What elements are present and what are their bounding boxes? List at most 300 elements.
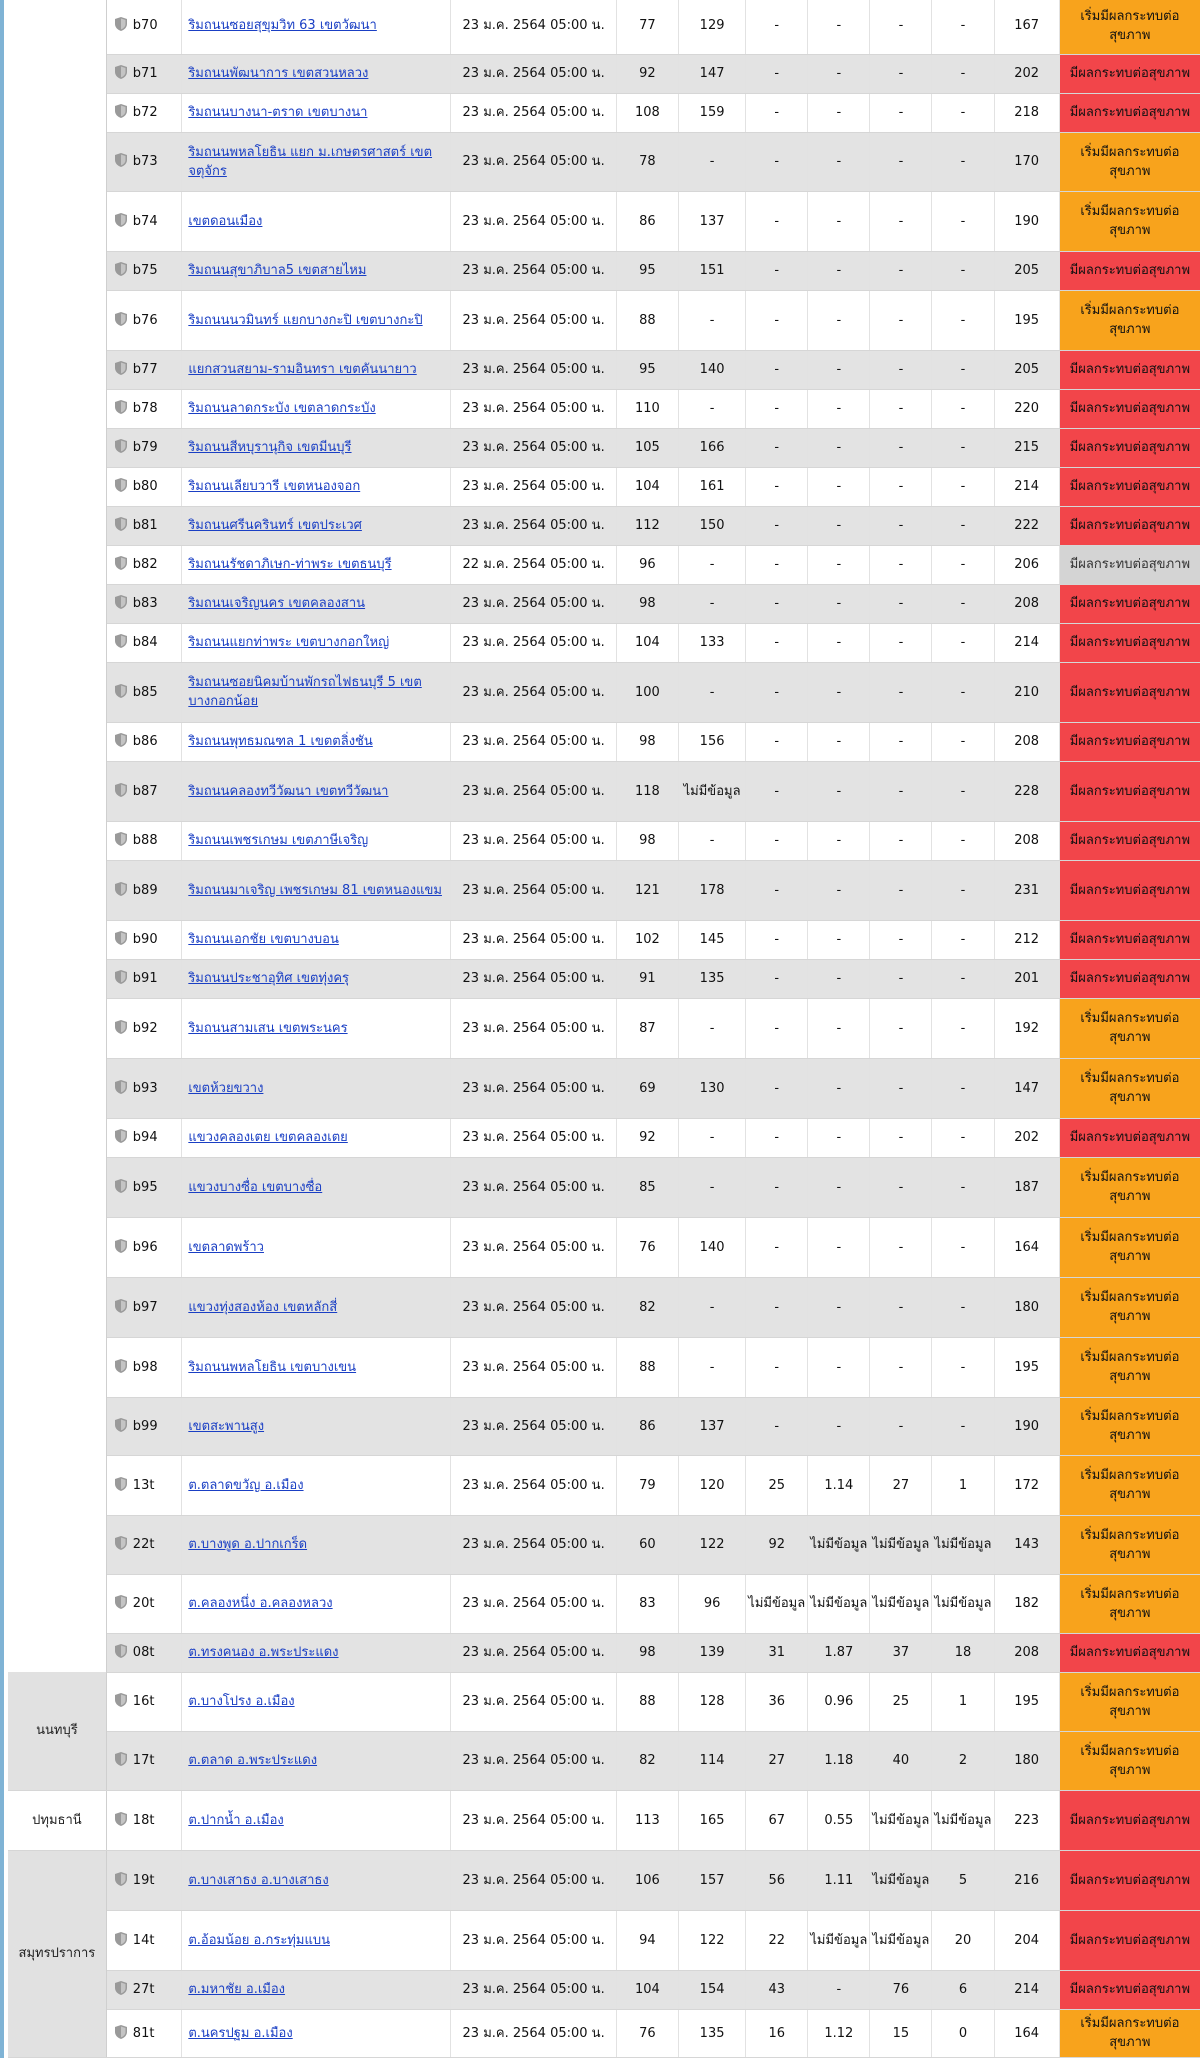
value-cell: - <box>678 389 745 428</box>
station-code-text: 20t <box>132 1596 155 1611</box>
station-link[interactable]: ต.มหาชัย อ.เมือง <box>188 1982 286 1997</box>
station-location <box>182 821 451 860</box>
value-cell: - <box>932 722 994 761</box>
aqi-value: 208 <box>994 722 1059 761</box>
aqi-value: 147 <box>994 1058 1059 1118</box>
station-location <box>182 251 451 290</box>
aqi-value: 170 <box>994 132 1059 191</box>
measure-time: 23 ม.ค. 2564 05:00 น. <box>451 1910 617 1970</box>
station-location <box>182 860 451 920</box>
value-cell: - <box>808 1157 870 1217</box>
shield-icon <box>115 1812 127 1826</box>
value-cell: - <box>870 821 932 860</box>
value-cell: 1 <box>932 1672 994 1731</box>
value-cell: - <box>870 959 932 998</box>
table-row <box>8 1118 1200 1157</box>
value-cell: 156 <box>678 722 745 761</box>
value-cell: 40 <box>870 1731 932 1790</box>
aqi-value: 164 <box>994 2009 1059 2057</box>
status-badge: มีผลกระทบต่อสุขภาพ <box>1059 1790 1200 1850</box>
province-cell <box>8 0 106 1672</box>
station-code-text: b72 <box>132 105 158 120</box>
station-link[interactable]: ต.ปากน้ำ อ.เมือง <box>188 1812 284 1828</box>
station-link[interactable]: แยกสวนสยาม-รามอินทรา เขตคันนายาว <box>188 362 417 377</box>
station-code <box>106 1118 182 1157</box>
status-badge: เริ่มมีผลกระทบต่อสุขภาพ <box>1059 1217 1200 1277</box>
station-link[interactable]: ริมถนนพหลโยธิน แยก ม.เกษตรศาสตร์ เขตจตุจักร <box>188 144 433 179</box>
value-cell: - <box>808 54 870 93</box>
value-cell: - <box>870 93 932 132</box>
station-link[interactable]: ริมถนนแยกท่าพระ เขตบางกอกใหญ่ <box>188 635 390 650</box>
station-link[interactable]: ริมถนนเลียบวารี เขตหนองจอก <box>188 479 361 494</box>
station-link[interactable]: ต.บางพูด อ.ปากเกร็ด <box>188 1537 308 1552</box>
table-row <box>8 1910 1200 1970</box>
station-code-text: 13t <box>132 1477 155 1493</box>
station-link[interactable]: ต.ตลาดขวัญ อ.เมือง <box>188 1477 304 1493</box>
station-link[interactable]: เขตดอนเมือง <box>188 213 263 229</box>
table-row <box>8 290 1200 350</box>
value-cell: 98 <box>616 821 678 860</box>
station-link[interactable]: ริมถนนสุขาภิบาล5 เขตสายไหม <box>188 263 367 278</box>
status-badge: มีผลกระทบต่อสุขภาพ <box>1059 722 1200 761</box>
station-code-text: b98 <box>132 1359 158 1375</box>
status-badge: มีผลกระทบต่อสุขภาพ <box>1059 1633 1200 1672</box>
station-link[interactable]: ริมถนนมาเจริญ เพชรเกษม 81 เขตหนองแขม <box>188 882 442 898</box>
value-cell: - <box>870 998 932 1058</box>
value-cell: 112 <box>616 506 678 545</box>
value-cell: - <box>870 545 932 584</box>
station-link[interactable]: แขวงทุ่งสองห้อง เขตหลักสี่ <box>188 1299 338 1315</box>
station-code <box>106 1277 182 1337</box>
station-code-text: b92 <box>132 1020 158 1036</box>
station-link[interactable]: เขตลาดพร้าว <box>188 1239 264 1255</box>
aqi-value: 187 <box>994 1157 1059 1217</box>
aqi-value: 180 <box>994 1277 1059 1337</box>
value-cell: 86 <box>616 191 678 251</box>
value-cell: 67 <box>746 1790 808 1850</box>
status-badge: มีผลกระทบต่อสุขภาพ <box>1059 545 1200 584</box>
aqi-value: 222 <box>994 506 1059 545</box>
measure-time: 23 ม.ค. 2564 05:00 น. <box>451 2009 617 2057</box>
value-cell: 56 <box>746 1850 808 1910</box>
value-cell: - <box>746 584 808 623</box>
value-cell: - <box>932 584 994 623</box>
value-cell: - <box>808 998 870 1058</box>
value-cell: ไม่มีข้อมูล <box>870 1574 932 1633</box>
value-cell: 37 <box>870 1633 932 1672</box>
station-location <box>182 1970 451 2009</box>
station-location <box>182 191 451 251</box>
value-cell: - <box>808 860 870 920</box>
status-badge: มีผลกระทบต่อสุขภาพ <box>1059 467 1200 506</box>
table-row <box>8 584 1200 623</box>
station-code <box>106 1217 182 1277</box>
value-cell: ไม่มีข้อมูล <box>808 1574 870 1633</box>
value-cell: ไม่มีข้อมูล <box>746 1574 808 1633</box>
value-cell: - <box>932 506 994 545</box>
value-cell: - <box>746 467 808 506</box>
station-code <box>106 920 182 959</box>
station-location <box>182 761 451 821</box>
table-row <box>8 1574 1200 1633</box>
aqi-value: 202 <box>994 54 1059 93</box>
value-cell: - <box>808 132 870 191</box>
station-code <box>106 623 182 662</box>
measure-time: 23 ม.ค. 2564 05:00 น. <box>451 1277 617 1337</box>
station-link[interactable]: ต.อ้อมน้อย อ.กระทุ่มแบน <box>188 1932 330 1948</box>
value-cell: - <box>678 545 745 584</box>
station-link[interactable]: ริมถนนพัฒนาการ เขตสวนหลวง <box>188 66 369 81</box>
value-cell: 108 <box>616 93 678 132</box>
measure-time: 23 ม.ค. 2564 05:00 น. <box>451 1337 617 1397</box>
station-location <box>182 722 451 761</box>
province-cell: ปทุมธานี <box>8 1790 106 1850</box>
status-badge: เริ่มมีผลกระทบต่อสุขภาพ <box>1059 1455 1200 1515</box>
table-row <box>8 1337 1200 1397</box>
value-cell: 154 <box>678 1970 745 2009</box>
value-cell: - <box>808 191 870 251</box>
station-location <box>182 545 451 584</box>
value-cell: 157 <box>678 1850 745 1910</box>
value-cell: - <box>870 860 932 920</box>
station-code-text: b93 <box>132 1080 158 1096</box>
station-link[interactable]: ริมถนนซอยสุขุมวิท 63 เขตวัฒนา <box>188 18 377 34</box>
aqi-value: 208 <box>994 821 1059 860</box>
value-cell: 15 <box>870 2009 932 2057</box>
shield-icon <box>115 970 127 984</box>
value-cell: - <box>932 860 994 920</box>
shield-icon <box>115 1418 127 1432</box>
value-cell: 98 <box>616 722 678 761</box>
station-location <box>182 290 451 350</box>
value-cell: 113 <box>616 1790 678 1850</box>
shield-icon <box>115 783 127 797</box>
station-link[interactable]: เขตสะพานสูง <box>188 1418 265 1434</box>
value-cell: - <box>678 1157 745 1217</box>
value-cell: 0 <box>932 2009 994 2057</box>
value-cell: 165 <box>678 1790 745 1850</box>
station-code <box>106 290 182 350</box>
table-row <box>8 959 1200 998</box>
value-cell: 20 <box>932 1910 994 1970</box>
value-cell: 139 <box>678 1633 745 1672</box>
station-location <box>182 1118 451 1157</box>
value-cell: - <box>932 93 994 132</box>
value-cell: - <box>746 821 808 860</box>
value-cell: - <box>746 506 808 545</box>
station-link[interactable]: แขวงบางซื่อ เขตบางซื่อ <box>188 1179 323 1195</box>
value-cell: - <box>808 1277 870 1337</box>
station-location <box>182 1058 451 1118</box>
value-cell: - <box>808 428 870 467</box>
value-cell: - <box>932 1217 994 1277</box>
value-cell: - <box>746 389 808 428</box>
station-code-text: b87 <box>132 783 158 799</box>
status-badge: มีผลกระทบต่อสุขภาพ <box>1059 584 1200 623</box>
station-code-text: b78 <box>132 401 158 416</box>
measure-time: 23 ม.ค. 2564 05:00 น. <box>451 428 617 467</box>
left-border <box>0 0 4 2058</box>
station-link[interactable]: ริมถนนสามเสน เขตพระนคร <box>188 1020 348 1036</box>
shield-icon <box>115 361 127 375</box>
shield-icon <box>115 1129 127 1143</box>
station-link[interactable]: ริมถนนสีหบุรานุกิจ เขตมีนบุรี <box>188 440 352 455</box>
status-badge: เริ่มมีผลกระทบต่อสุขภาพ <box>1059 1731 1200 1790</box>
value-cell: 1.87 <box>808 1633 870 1672</box>
value-cell: - <box>808 506 870 545</box>
value-cell: 140 <box>678 1217 745 1277</box>
shield-icon <box>115 65 127 79</box>
shield-icon <box>115 1299 127 1313</box>
station-code <box>106 389 182 428</box>
value-cell: - <box>746 0 808 54</box>
value-cell: 43 <box>746 1970 808 2009</box>
station-code-text: b86 <box>132 734 158 749</box>
table-row <box>8 2009 1200 2057</box>
value-cell: - <box>746 959 808 998</box>
value-cell: - <box>870 506 932 545</box>
station-link[interactable]: เขตห้วยขวาง <box>188 1080 264 1096</box>
measure-time: 23 ม.ค. 2564 05:00 น. <box>451 860 617 920</box>
status-badge: มีผลกระทบต่อสุขภาพ <box>1059 506 1200 545</box>
value-cell: - <box>870 722 932 761</box>
station-code <box>106 1337 182 1397</box>
value-cell: 120 <box>678 1455 745 1515</box>
measure-time: 23 ม.ค. 2564 05:00 น. <box>451 662 617 722</box>
station-location <box>182 389 451 428</box>
value-cell: - <box>870 389 932 428</box>
station-code-text: 22t <box>132 1537 155 1552</box>
value-cell: - <box>932 623 994 662</box>
station-link[interactable]: ริมถนนพหลโยธิน เขตบางเขน <box>188 1359 357 1375</box>
station-link[interactable]: ต.บางโปรง อ.เมือง <box>188 1694 295 1709</box>
status-badge: มีผลกระทบต่อสุขภาพ <box>1059 1970 1200 2009</box>
value-cell: 76 <box>616 1217 678 1277</box>
value-cell: - <box>678 1337 745 1397</box>
value-cell: - <box>870 428 932 467</box>
aqi-value: 164 <box>994 1217 1059 1277</box>
station-code-text: b81 <box>132 518 158 533</box>
aqi-value: 195 <box>994 1337 1059 1397</box>
station-code <box>106 93 182 132</box>
station-link[interactable]: ริมถนนลาดกระบัง เขตลาดกระบัง <box>188 401 376 416</box>
aqi-value: 214 <box>994 1970 1059 2009</box>
station-link[interactable]: ริมถนนนวมินทร์ แยกบางกะปิ เขตบางกะปิ <box>188 312 423 328</box>
table-row <box>8 93 1200 132</box>
station-location <box>182 2009 451 2057</box>
station-location <box>182 1731 451 1790</box>
value-cell: - <box>870 1058 932 1118</box>
value-cell: 31 <box>746 1633 808 1672</box>
station-link[interactable]: ต.ตลาด อ.พระประแดง <box>188 1753 318 1768</box>
station-code <box>106 821 182 860</box>
aqi-value: 192 <box>994 998 1059 1058</box>
station-code <box>106 1574 182 1633</box>
status-badge: มีผลกระทบต่อสุขภาพ <box>1059 623 1200 662</box>
station-link[interactable]: ต.ทรงคนอง อ.พระประแดง <box>188 1645 339 1660</box>
value-cell: - <box>932 467 994 506</box>
measure-time: 23 ม.ค. 2564 05:00 น. <box>451 1574 617 1633</box>
aqi-value: 208 <box>994 1633 1059 1672</box>
table-row <box>8 251 1200 290</box>
shield-icon <box>115 153 127 167</box>
station-location <box>182 54 451 93</box>
value-cell: - <box>678 1118 745 1157</box>
table-row <box>8 389 1200 428</box>
station-code-text: b84 <box>132 635 158 650</box>
station-location <box>182 0 451 54</box>
station-code <box>106 1157 182 1217</box>
value-cell: 83 <box>616 1574 678 1633</box>
station-link[interactable]: ริมถนนเอกชัย เขตบางบอน <box>188 932 339 947</box>
value-cell: - <box>808 389 870 428</box>
value-cell: - <box>746 191 808 251</box>
station-code <box>106 191 182 251</box>
value-cell: - <box>808 722 870 761</box>
station-code <box>106 54 182 93</box>
value-cell: 95 <box>616 251 678 290</box>
value-cell: - <box>746 290 808 350</box>
value-cell: - <box>808 0 870 54</box>
station-link[interactable]: ต.นครปฐม อ.เมือง <box>188 2025 293 2041</box>
aqi-value: 210 <box>994 662 1059 722</box>
value-cell: - <box>678 290 745 350</box>
table-row <box>8 1515 1200 1574</box>
value-cell: 102 <box>616 920 678 959</box>
value-cell: 104 <box>616 467 678 506</box>
aqi-value: 223 <box>994 1790 1059 1850</box>
aqi-value: 205 <box>994 251 1059 290</box>
station-code <box>106 761 182 821</box>
province-cell: นนทบุรี <box>8 1672 106 1790</box>
value-cell: - <box>746 350 808 389</box>
status-badge: เริ่มมีผลกระทบต่อสุขภาพ <box>1059 1574 1200 1633</box>
station-code-text: b80 <box>132 479 158 494</box>
value-cell: 1.14 <box>808 1455 870 1515</box>
value-cell: - <box>678 584 745 623</box>
station-code <box>106 722 182 761</box>
measure-time: 23 ม.ค. 2564 05:00 น. <box>451 1633 617 1672</box>
status-badge: เริ่มมีผลกระทบต่อสุขภาพ <box>1059 1397 1200 1455</box>
station-link[interactable]: ริมถนนประชาอุทิศ เขตทุ่งครุ <box>188 971 349 986</box>
station-link[interactable]: ริมถนนเพชรเกษม เขตภาษีเจริญ <box>188 833 369 848</box>
measure-time: 23 ม.ค. 2564 05:00 น. <box>451 920 617 959</box>
measure-time: 23 ม.ค. 2564 05:00 น. <box>451 1397 617 1455</box>
value-cell: 86 <box>616 1397 678 1455</box>
station-link[interactable]: ริมถนนพุทธมณฑล 1 เขตตลิ่งชัน <box>188 734 373 749</box>
table-row <box>8 428 1200 467</box>
table-row <box>8 1970 1200 2009</box>
station-link[interactable]: ริมถนนรัชดาภิเษก-ท่าพระ เขตธนบุรี <box>188 557 392 572</box>
station-link[interactable]: ริมถนนศรีนครินทร์ เขตประเวศ <box>188 518 362 533</box>
value-cell: - <box>932 0 994 54</box>
measure-time: 23 ม.ค. 2564 05:00 น. <box>451 761 617 821</box>
value-cell: - <box>932 1277 994 1337</box>
station-code-text: b74 <box>132 213 158 229</box>
station-location <box>182 1217 451 1277</box>
measure-time: 23 ม.ค. 2564 05:00 น. <box>451 1157 617 1217</box>
value-cell: 94 <box>616 1910 678 1970</box>
station-code <box>106 1910 182 1970</box>
value-cell: - <box>808 1118 870 1157</box>
shield-icon <box>115 2025 127 2039</box>
station-code-text: b91 <box>132 971 158 986</box>
value-cell: - <box>870 1397 932 1455</box>
station-location <box>182 1790 451 1850</box>
value-cell: 150 <box>678 506 745 545</box>
value-cell: - <box>870 467 932 506</box>
status-badge: เริ่มมีผลกระทบต่อสุขภาพ <box>1059 1515 1200 1574</box>
status-badge: มีผลกระทบต่อสุขภาพ <box>1059 1910 1200 1970</box>
station-link[interactable]: แขวงคลองเตย เขตคลองเตย <box>188 1130 348 1145</box>
value-cell: - <box>932 1337 994 1397</box>
shield-icon <box>115 17 127 31</box>
station-link[interactable]: ริมถนนซอยนิคมบ้านพักรถไฟธนบุรี 5 เขตบางกอกน้อย <box>188 675 422 709</box>
status-badge: มีผลกระทบต่อสุขภาพ <box>1059 93 1200 132</box>
station-code-text: b99 <box>132 1418 158 1434</box>
value-cell: 135 <box>678 959 745 998</box>
value-cell: - <box>746 722 808 761</box>
shield-icon <box>115 595 127 609</box>
station-location <box>182 1850 451 1910</box>
status-badge: มีผลกระทบต่อสุขภาพ <box>1059 761 1200 821</box>
value-cell: - <box>932 191 994 251</box>
value-cell: 110 <box>616 389 678 428</box>
value-cell: - <box>808 1058 870 1118</box>
value-cell: 92 <box>616 54 678 93</box>
value-cell: - <box>870 662 932 722</box>
status-badge: เริ่มมีผลกระทบต่อสุขภาพ <box>1059 1157 1200 1217</box>
value-cell: - <box>808 1970 870 2009</box>
measure-time: 23 ม.ค. 2564 05:00 น. <box>451 1790 617 1850</box>
station-code-text: b90 <box>132 932 158 947</box>
station-code-text: b96 <box>132 1239 158 1255</box>
status-badge: มีผลกระทบต่อสุขภาพ <box>1059 662 1200 722</box>
value-cell: - <box>746 428 808 467</box>
value-cell: 147 <box>678 54 745 93</box>
station-link[interactable]: ริมถนนคลองทวีวัฒนา เขตทวีวัฒนา <box>188 783 389 799</box>
station-link[interactable]: ริมถนนบางนา-ตราด เขตบางนา <box>188 105 368 120</box>
value-cell: - <box>808 662 870 722</box>
station-code-text: 18t <box>132 1812 155 1828</box>
value-cell: 137 <box>678 191 745 251</box>
value-cell: - <box>870 132 932 191</box>
measure-time: 23 ม.ค. 2564 05:00 น. <box>451 1455 617 1515</box>
value-cell: 78 <box>616 132 678 191</box>
value-cell: - <box>932 290 994 350</box>
measure-time: 23 ม.ค. 2564 05:00 น. <box>451 191 617 251</box>
station-location <box>182 1455 451 1515</box>
value-cell: - <box>746 1217 808 1277</box>
aqi-value: 204 <box>994 1910 1059 1970</box>
table-row <box>8 1633 1200 1672</box>
station-code-text: b71 <box>132 66 158 81</box>
value-cell: 104 <box>616 1970 678 2009</box>
station-code-text: 19t <box>132 1872 155 1888</box>
status-badge: มีผลกระทบต่อสุขภาพ <box>1059 860 1200 920</box>
table-row <box>8 761 1200 821</box>
value-cell: ไม่มีข้อมูล <box>808 1910 870 1970</box>
value-cell: - <box>746 761 808 821</box>
station-link[interactable]: ต.คลองหนึ่ง อ.คลองหลวง <box>188 1596 333 1611</box>
value-cell: - <box>932 545 994 584</box>
value-cell: 36 <box>746 1672 808 1731</box>
value-cell: - <box>746 920 808 959</box>
table-row <box>8 1058 1200 1118</box>
station-location <box>182 1277 451 1337</box>
station-link[interactable]: ต.บางเสาธง อ.บางเสาธง <box>188 1872 329 1888</box>
station-link[interactable]: ริมถนนเจริญนคร เขตคลองสาน <box>188 596 366 611</box>
